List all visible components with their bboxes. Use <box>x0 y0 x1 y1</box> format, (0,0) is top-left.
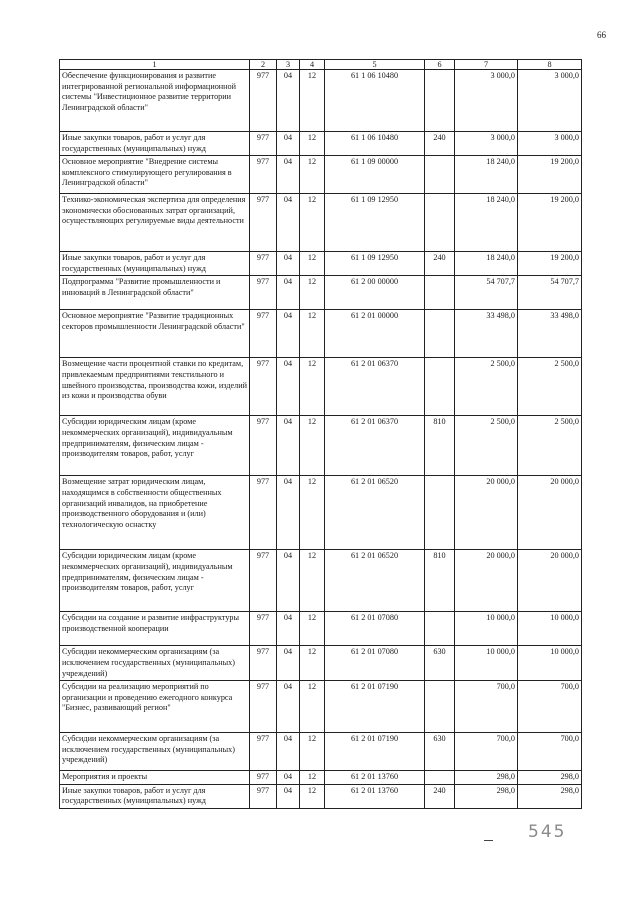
cell-name: Подпрограмма "Развитие промышленности и инноваций в Ленинградской области" <box>60 276 250 310</box>
cell-ministry-code: 977 <box>250 784 277 808</box>
cell-amount-year1: 3 000,0 <box>455 70 518 132</box>
cell-section: 04 <box>277 550 300 612</box>
cell-subsection: 12 <box>300 358 325 416</box>
cell-expense-type <box>425 771 455 785</box>
table-row <box>60 252 582 276</box>
cell-target-article: 61 2 01 07080 <box>325 646 425 681</box>
cell-expense-type: 810 <box>425 416 455 476</box>
cell-expense-type <box>425 70 455 132</box>
table-row <box>60 476 582 550</box>
cell-target-article: 61 1 09 00000 <box>325 156 425 194</box>
cell-expense-type: 240 <box>425 784 455 808</box>
cell-amount-year2: 2 500,0 <box>518 358 582 416</box>
cell-target-article: 61 1 06 10480 <box>325 70 425 132</box>
cell-name: Субсидии юридическим лицам (кроме некоммерческих организаций), индивидуальным предпринимателям, физическим лицам - производителям товаров, работ, услуг <box>60 550 250 612</box>
cell-target-article: 61 1 09 12950 <box>325 252 425 276</box>
cell-expense-type: 240 <box>425 132 455 156</box>
cell-ministry-code: 977 <box>250 252 277 276</box>
cell-ministry-code: 977 <box>250 310 277 358</box>
cell-target-article: 61 2 01 06370 <box>325 416 425 476</box>
cell-amount-year2: 19 200,0 <box>518 252 582 276</box>
cell-section: 04 <box>277 733 300 771</box>
cell-subsection: 12 <box>300 550 325 612</box>
cell-section: 04 <box>277 310 300 358</box>
cell-amount-year1: 298,0 <box>455 771 518 785</box>
cell-section: 04 <box>277 358 300 416</box>
cell-subsection: 12 <box>300 252 325 276</box>
cell-amount-year1: 2 500,0 <box>455 416 518 476</box>
cell-subsection: 12 <box>300 784 325 808</box>
page-number: 66 <box>597 30 606 40</box>
cell-name: Субсидии на реализацию мероприятий по организации и проведению ежегодного конкурса "Бизнес, развивающий регион" <box>60 681 250 733</box>
cell-ministry-code: 977 <box>250 612 277 646</box>
cell-target-article: 61 2 01 06520 <box>325 550 425 612</box>
cell-amount-year2: 2 500,0 <box>518 416 582 476</box>
cell-expense-type: 810 <box>425 550 455 612</box>
cell-section: 04 <box>277 784 300 808</box>
cell-amount-year2: 298,0 <box>518 784 582 808</box>
cell-expense-type <box>425 681 455 733</box>
cell-expense-type <box>425 194 455 252</box>
cell-amount-year2: 10 000,0 <box>518 612 582 646</box>
table-row <box>60 646 582 681</box>
table-body <box>60 70 582 809</box>
table-row <box>60 276 582 310</box>
cell-subsection: 12 <box>300 612 325 646</box>
cell-ministry-code: 977 <box>250 550 277 612</box>
cell-amount-year1: 700,0 <box>455 681 518 733</box>
cell-name: Субсидии некоммерческим организациям (за исключением государственных (муниципальных) учреждений) <box>60 733 250 771</box>
cell-subsection: 12 <box>300 276 325 310</box>
cell-subsection: 12 <box>300 310 325 358</box>
cell-subsection: 12 <box>300 194 325 252</box>
cell-subsection: 12 <box>300 476 325 550</box>
cell-amount-year2: 54 707,7 <box>518 276 582 310</box>
cell-expense-type: 630 <box>425 733 455 771</box>
cell-amount-year2: 700,0 <box>518 681 582 733</box>
footer-dash <box>484 840 493 841</box>
cell-name: Основное мероприятие "Внедрение системы комплексного стимулирующего регулирования в Ленинградской области" <box>60 156 250 194</box>
table-row <box>60 681 582 733</box>
table-row <box>60 784 582 808</box>
cell-section: 04 <box>277 416 300 476</box>
cell-expense-type <box>425 156 455 194</box>
cell-subsection: 12 <box>300 416 325 476</box>
cell-target-article: 61 2 01 06370 <box>325 358 425 416</box>
cell-name: Основное мероприятие "Развитие традиционных секторов промышленности Ленинградской области" <box>60 310 250 358</box>
cell-expense-type <box>425 276 455 310</box>
cell-section: 04 <box>277 70 300 132</box>
cell-name: Мероприятия и проекты <box>60 771 250 785</box>
cell-name: Субсидии юридическим лицам (кроме некоммерческих организаций), индивидуальным предпринимателям, физическим лицам - производителям товаров, работ, услуг <box>60 416 250 476</box>
table-row <box>60 156 582 194</box>
cell-expense-type <box>425 358 455 416</box>
column-header: 4 <box>300 60 325 70</box>
cell-section: 04 <box>277 476 300 550</box>
cell-amount-year2: 19 200,0 <box>518 156 582 194</box>
cell-amount-year1: 20 000,0 <box>455 476 518 550</box>
cell-amount-year1: 2 500,0 <box>455 358 518 416</box>
cell-ministry-code: 977 <box>250 771 277 785</box>
cell-subsection: 12 <box>300 70 325 132</box>
cell-ministry-code: 977 <box>250 276 277 310</box>
cell-name: Субсидии на создание и развитие инфраструктуры производственной кооперации <box>60 612 250 646</box>
cell-name: Возмещение части процентной ставки по кредитам, привлекаемым предприятиями текстильного и швейного производства, производства кожи, изделий из кожи и производства обуви <box>60 358 250 416</box>
cell-target-article: 61 2 01 06520 <box>325 476 425 550</box>
cell-target-article: 61 2 01 07190 <box>325 733 425 771</box>
cell-amount-year2: 33 498,0 <box>518 310 582 358</box>
cell-subsection: 12 <box>300 156 325 194</box>
column-header: 3 <box>277 60 300 70</box>
table-row <box>60 416 582 476</box>
column-header: 1 <box>60 60 250 70</box>
budget-table <box>59 59 582 809</box>
cell-expense-type <box>425 476 455 550</box>
cell-target-article: 61 2 00 00000 <box>325 276 425 310</box>
cell-amount-year2: 20 000,0 <box>518 476 582 550</box>
cell-section: 04 <box>277 156 300 194</box>
column-header: 8 <box>518 60 582 70</box>
cell-amount-year1: 18 240,0 <box>455 194 518 252</box>
cell-name: Иные закупки товаров, работ и услуг для государственных (муниципальных) нужд <box>60 252 250 276</box>
cell-amount-year1: 10 000,0 <box>455 646 518 681</box>
cell-name: Обеспечение функционирования и развитие интегрированной региональной информационной системы "Инвестиционное развитие территории Ленинградской области" <box>60 70 250 132</box>
cell-amount-year1: 54 707,7 <box>455 276 518 310</box>
cell-subsection: 12 <box>300 646 325 681</box>
cell-target-article: 61 2 01 07190 <box>325 681 425 733</box>
cell-ministry-code: 977 <box>250 70 277 132</box>
column-header: 6 <box>425 60 455 70</box>
cell-subsection: 12 <box>300 733 325 771</box>
table-row <box>60 771 582 785</box>
cell-ministry-code: 977 <box>250 646 277 681</box>
table-row <box>60 550 582 612</box>
table-row <box>60 310 582 358</box>
cell-name: Субсидии некоммерческим организациям (за исключением государственных (муниципальных) учреждений) <box>60 646 250 681</box>
table-row <box>60 194 582 252</box>
cell-expense-type <box>425 612 455 646</box>
cell-expense-type <box>425 310 455 358</box>
cell-amount-year2: 20 000,0 <box>518 550 582 612</box>
cell-target-article: 61 2 01 07080 <box>325 612 425 646</box>
cell-ministry-code: 977 <box>250 358 277 416</box>
table-row <box>60 70 582 132</box>
cell-ministry-code: 977 <box>250 194 277 252</box>
cell-section: 04 <box>277 612 300 646</box>
cell-section: 04 <box>277 194 300 252</box>
cell-section: 04 <box>277 771 300 785</box>
cell-amount-year1: 298,0 <box>455 784 518 808</box>
column-header: 2 <box>250 60 277 70</box>
cell-subsection: 12 <box>300 132 325 156</box>
footer-stamp: 545 <box>528 822 567 842</box>
cell-target-article: 61 1 09 12950 <box>325 194 425 252</box>
cell-target-article: 61 1 06 10480 <box>325 132 425 156</box>
cell-subsection: 12 <box>300 771 325 785</box>
cell-expense-type: 240 <box>425 252 455 276</box>
cell-amount-year2: 10 000,0 <box>518 646 582 681</box>
column-header: 7 <box>455 60 518 70</box>
cell-name: Технико-экономическая экспертиза для определения экономически обоснованных затрат организаций, осуществляющих регулируемые виды деятельности <box>60 194 250 252</box>
table-row <box>60 733 582 771</box>
cell-amount-year2: 700,0 <box>518 733 582 771</box>
table-row <box>60 612 582 646</box>
cell-name: Иные закупки товаров, работ и услуг для государственных (муниципальных) нужд <box>60 784 250 808</box>
cell-section: 04 <box>277 132 300 156</box>
table-row <box>60 358 582 416</box>
cell-amount-year1: 10 000,0 <box>455 612 518 646</box>
cell-amount-year1: 18 240,0 <box>455 252 518 276</box>
cell-amount-year2: 3 000,0 <box>518 132 582 156</box>
cell-amount-year1: 3 000,0 <box>455 132 518 156</box>
cell-section: 04 <box>277 276 300 310</box>
cell-amount-year2: 3 000,0 <box>518 70 582 132</box>
cell-section: 04 <box>277 681 300 733</box>
table-row <box>60 132 582 156</box>
cell-ministry-code: 977 <box>250 132 277 156</box>
cell-amount-year1: 20 000,0 <box>455 550 518 612</box>
cell-name: Иные закупки товаров, работ и услуг для государственных (муниципальных) нужд <box>60 132 250 156</box>
cell-amount-year1: 33 498,0 <box>455 310 518 358</box>
cell-target-article: 61 2 01 13760 <box>325 784 425 808</box>
cell-name: Возмещение затрат юридическим лицам, находящимся в собственности общественных организаций инвалидов, на приобретение производственного оборудования и (или) технологическую оснастку <box>60 476 250 550</box>
cell-target-article: 61 2 01 13760 <box>325 771 425 785</box>
cell-ministry-code: 977 <box>250 681 277 733</box>
cell-ministry-code: 977 <box>250 476 277 550</box>
cell-expense-type: 630 <box>425 646 455 681</box>
cell-amount-year1: 700,0 <box>455 733 518 771</box>
cell-amount-year2: 298,0 <box>518 771 582 785</box>
column-header: 5 <box>325 60 425 70</box>
cell-ministry-code: 977 <box>250 733 277 771</box>
cell-section: 04 <box>277 252 300 276</box>
cell-subsection: 12 <box>300 681 325 733</box>
cell-target-article: 61 2 01 00000 <box>325 310 425 358</box>
header-row <box>60 60 582 70</box>
cell-ministry-code: 977 <box>250 156 277 194</box>
cell-amount-year1: 18 240,0 <box>455 156 518 194</box>
cell-ministry-code: 977 <box>250 416 277 476</box>
cell-amount-year2: 19 200,0 <box>518 194 582 252</box>
cell-section: 04 <box>277 646 300 681</box>
